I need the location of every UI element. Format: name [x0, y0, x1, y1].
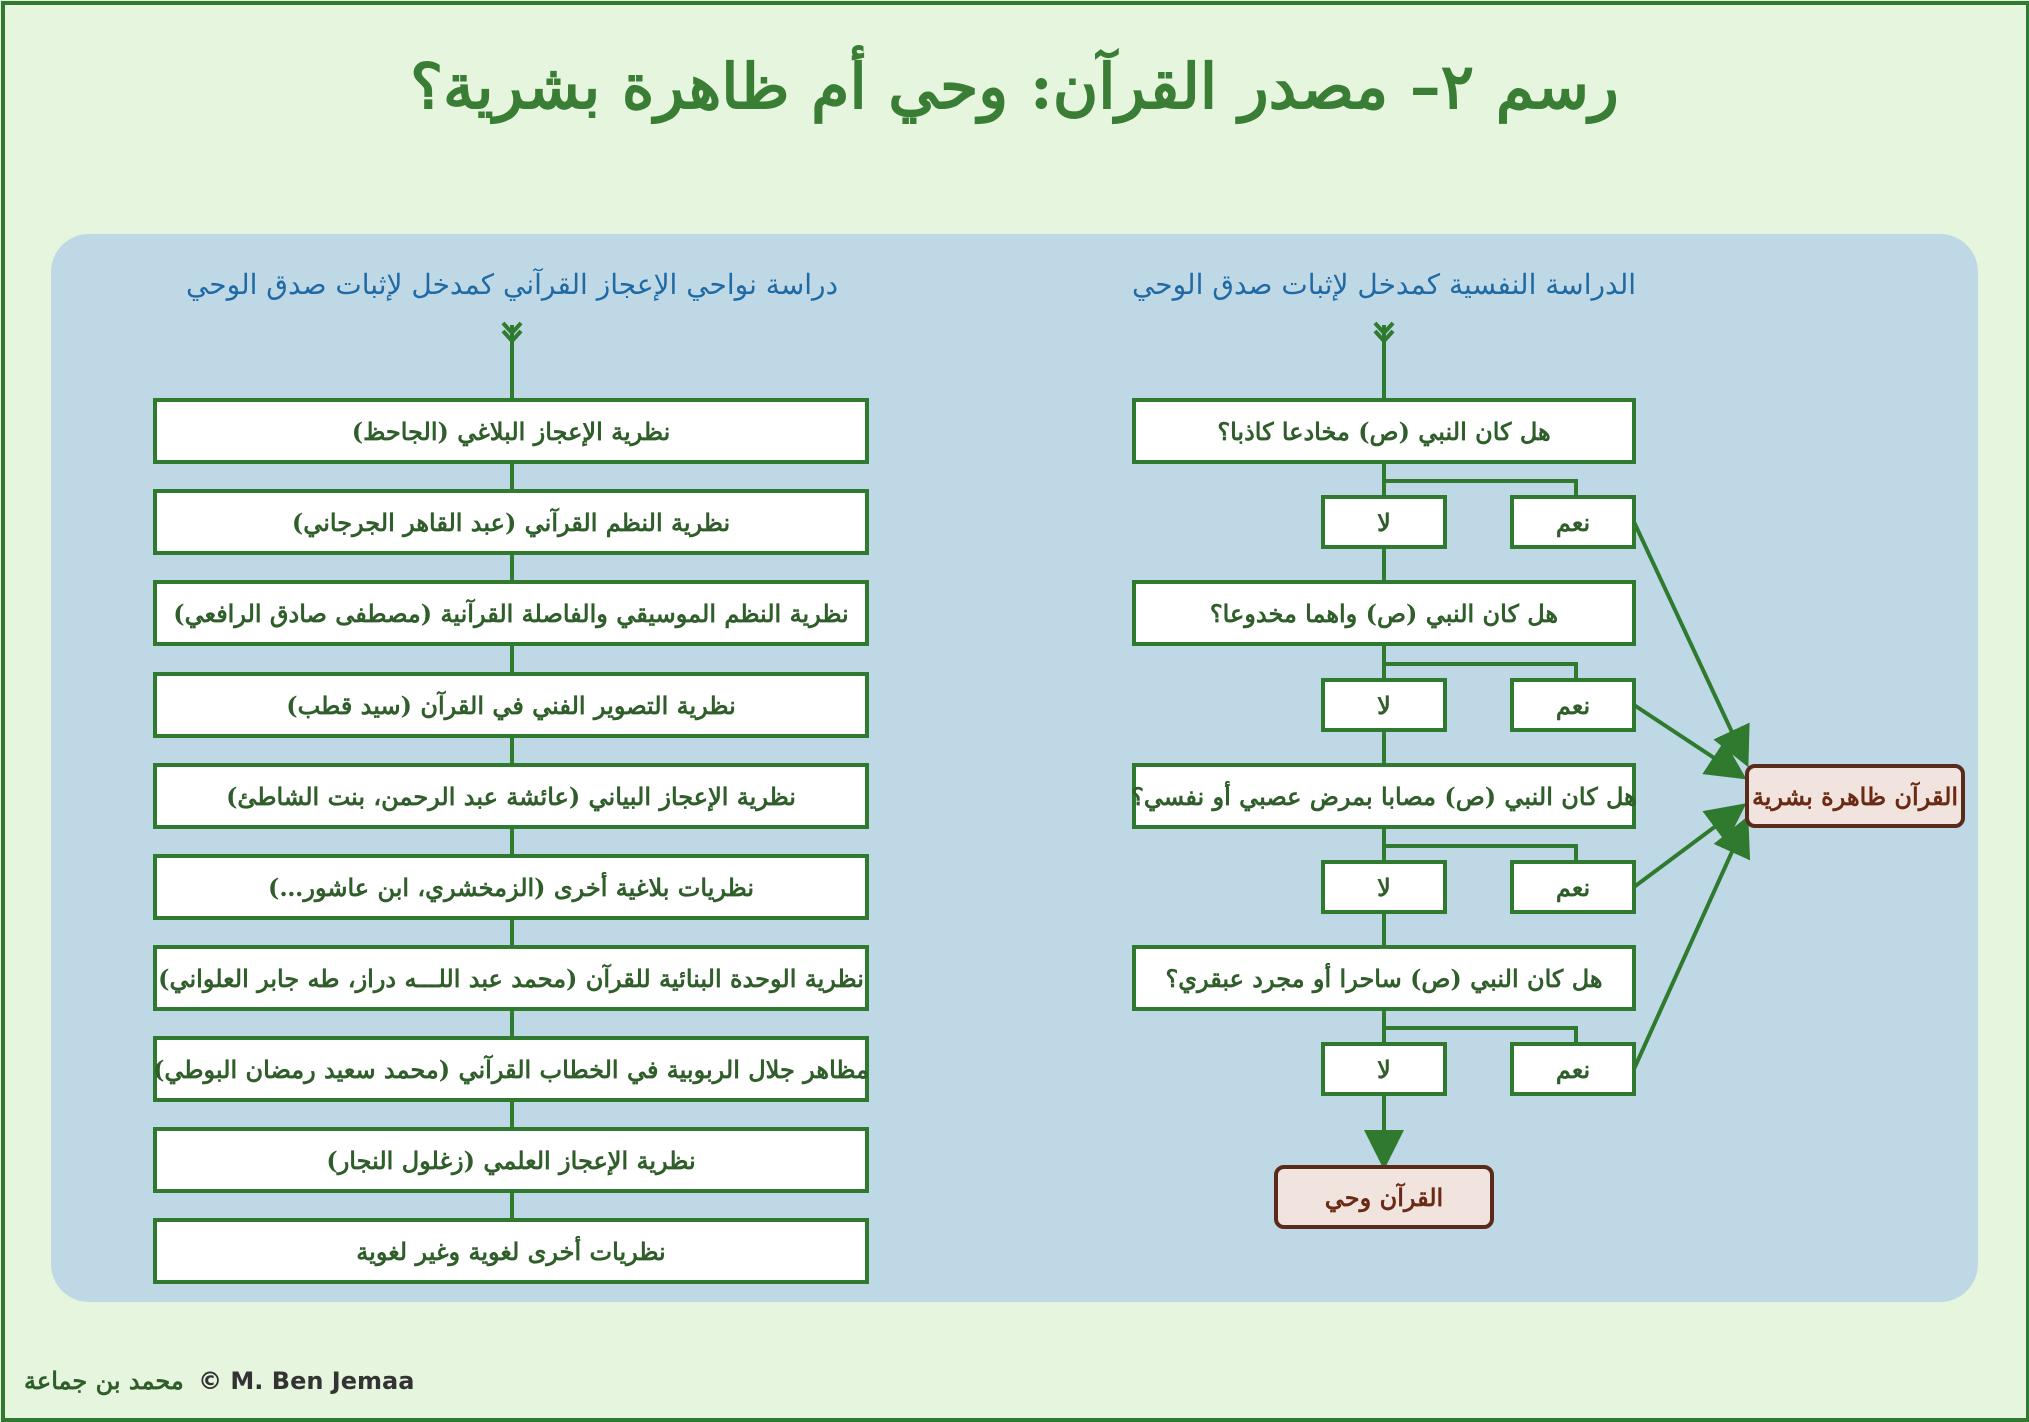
theory-box-3: نظرية النظم الموسيقي والفاصلة القرآنية (مصطفى صادق الرافعي) [153, 580, 869, 646]
theory-box-5: نظرية الإعجاز البياني (عائشة عبد الرحمن، بنت الشاطئ) [153, 763, 869, 829]
footer-credit [24, 1366, 414, 1395]
question-box-1: هل كان النبي (ص) مخادعا كاذبا؟ [1132, 398, 1636, 464]
yes-box-2: نعم [1510, 678, 1636, 732]
yes-box-3: نعم [1510, 860, 1636, 914]
theory-box-9: نظرية الإعجاز العلمي (زغلول النجار) [153, 1127, 869, 1193]
yes-box-1: نعم [1510, 495, 1636, 549]
question-box-3: هل كان النبي (ص) مصابا بمرض عصبي أو نفسي؟ [1132, 763, 1636, 829]
footer-arabic-name: محمد بن جماعة [24, 1366, 184, 1395]
theory-box-4: نظرية التصوير الفني في القرآن (سيد قطب) [153, 672, 869, 738]
theory-box-8: مظاهر جلال الربوبية في الخطاب القرآني (محمد سعيد رمضان البوطي) [153, 1036, 869, 1102]
question-box-4: هل كان النبي (ص) ساحرا أو مجرد عبقري؟ [1132, 945, 1636, 1011]
diagram-title: رسم ٢– مصدر القرآن: وحي أم ظاهرة بشرية؟ [410, 50, 1619, 123]
arrow-yes-3 [1634, 808, 1740, 887]
theory-box-1: نظرية الإعجاز البلاغي (الجاحظ) [153, 398, 869, 464]
arrow-yes-1 [1634, 522, 1745, 760]
no-box-1: لا [1321, 495, 1447, 549]
yes-box-4: نعم [1510, 1042, 1636, 1096]
theory-box-7: نظرية الوحدة البنائية للقرآن (محمد عبد اللـــه دراز، طه جابر العلواني) [153, 945, 869, 1011]
outcome-revelation-box: القرآن وحي [1274, 1165, 1494, 1229]
theory-box-10: نظريات أخرى لغوية وغير لغوية [153, 1218, 869, 1284]
right-column-heading: الدراسة النفسية كمدخل لإثبات صدق الوحي [1131, 268, 1637, 301]
left-column-heading: دراسة نواحي الإعجاز القرآني كمدخل لإثبات صدق الوحي [185, 268, 839, 301]
theory-box-6: نظريات بلاغية أخرى (الزمخشري، ابن عاشور…) [153, 854, 869, 920]
question-box-2: هل كان النبي (ص) واهما مخدوعا؟ [1132, 580, 1636, 646]
no-box-4: لا [1321, 1042, 1447, 1096]
outcome-human-box: القرآن ظاهرة بشرية [1745, 764, 1965, 828]
arrow-yes-4 [1634, 823, 1745, 1069]
no-box-3: لا [1321, 860, 1447, 914]
theory-box-2: نظرية النظم القرآني (عبد القاهر الجرجاني) [153, 489, 869, 555]
no-box-2: لا [1321, 678, 1447, 732]
footer-copyright: © M. Ben Jemaa [198, 1367, 415, 1395]
